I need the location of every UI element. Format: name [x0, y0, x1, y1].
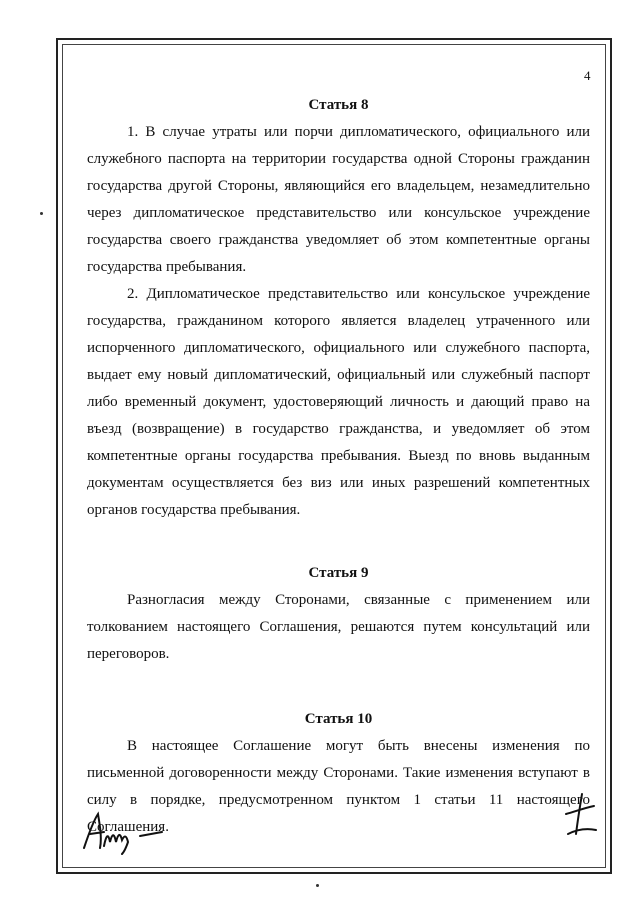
article-10-heading: Статья 10	[304, 711, 373, 727]
scan-speck	[40, 212, 43, 215]
spacer	[87, 524, 590, 560]
article-10-paragraph-1: В настоящее Соглашение могут быть внесены изменения по письменной договоренности между Сторонами. Такие изменения вступают в силу в порядке, предусмотренном пунктом 1 статьи 11 настоящего Соглашения.	[87, 738, 590, 835]
spacer	[87, 668, 590, 706]
article-8	[87, 92, 590, 524]
article-8-paragraph-2: 2. Дипломатическое представительство или консульское учреждение государства, гражданином которого является владелец утраченного или испорченного дипломатического, официального или служебного паспорта, выдает ему новый дипломатический, официальный или служебный паспорт либо временный документ, удостоверяющий личность и дающий право на въезд (возвращение) в государство гражданства, и уведомляет об этом компетентные органы государства пребывания. Выезд по вновь выданным документам осуществляется без виз или иных разрешений компетентных органов государства пребывания.	[87, 286, 590, 518]
article-8-heading: Статья 8	[308, 97, 369, 113]
article-8-paragraph-1: 1. В случае утраты или порчи дипломатического, официального или служебного паспорта на территории государства одной Стороны гражданин государства другой Стороны, являющийся его владельцем, незамедлительно через дипломатическое представительство или консульское учреждение государства своего гражданства уведомляет об этом компетентные органы государства пребывания.	[87, 124, 590, 275]
document-body	[87, 92, 590, 841]
article-9-paragraph-1: Разногласия между Сторонами, связанные с применением или толкованием настоящего Соглашения, решаются путем консультаций или переговоров.	[87, 592, 590, 662]
article-9-heading: Статья 9	[308, 565, 369, 581]
scan-speck	[316, 884, 319, 887]
signature-right-icon	[558, 790, 600, 840]
signature-left-icon	[80, 806, 170, 856]
page-number: 4	[584, 68, 591, 83]
article-9	[87, 560, 590, 668]
